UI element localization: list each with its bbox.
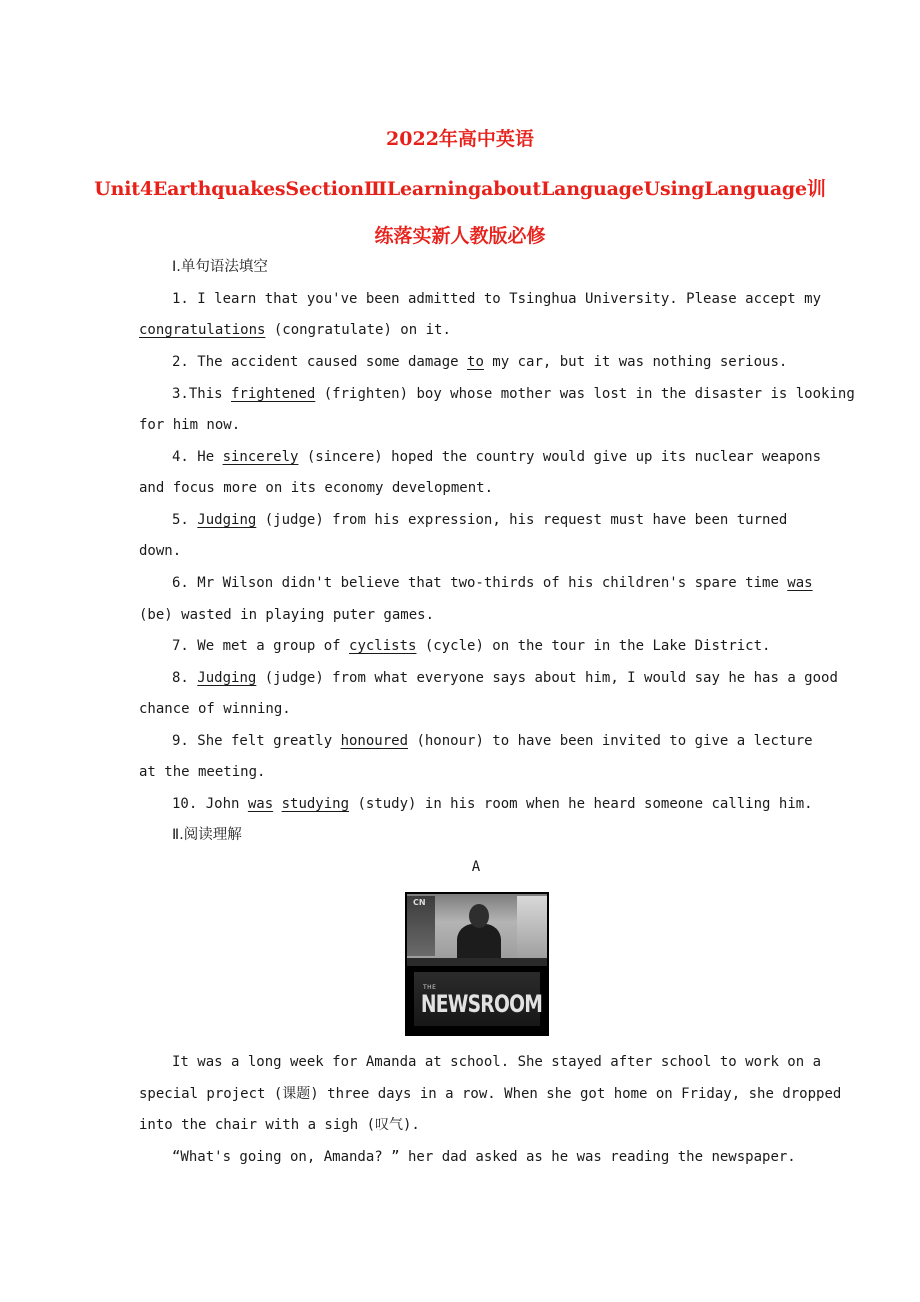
passage-paragraph-1-line-2: special project (课题) three days in a row. When she got home on Friday, she dropped [139,1086,842,1102]
question-9-line-2: at the meeting. [139,764,266,780]
section-heading-grammar: Ⅰ.单句语法填空 [172,259,268,275]
question-4-line-1: 4. He sincerely (sincere) hoped the country would give up its nuclear weapons [172,449,822,465]
answer-6: was [787,575,813,591]
question-4-line-2: and focus more on its economy development. [139,480,494,496]
answer-3: frightened [231,386,316,402]
passage-paragraph-1-line-3: into the chair with a sigh (叹气). [139,1117,420,1133]
question-1-line-1: 1. I learn that you've been admitted to Tsinghua University. Please accept my [172,291,822,307]
passage-paragraph-1-line-1: It was a long week for Amanda at school. She stayed after school to work on a [172,1054,822,1070]
section-heading-reading: Ⅱ.阅读理解 [172,827,242,843]
question-6-line-2: (be) wasted in playing puter games. [139,607,435,623]
question-9-line-1: 9. She felt greatly honoured (honour) to have been invited to give a lecture [172,733,813,749]
poster-person-head [469,904,489,928]
answer-10a: was [247,796,274,812]
question-1-line-2: congratulations (congratulate) on it. [139,322,451,338]
question-3-line-1: 3.This frightened (frighten) boy whose mother was lost in the disaster is looking [172,386,855,402]
question-8-line-2: chance of winning. [139,701,291,717]
poster-logo-newsroom: NEWSROOM [420,990,543,1018]
answer-10b: studying [281,796,350,812]
poster-screen-right [517,896,547,958]
passage-label: A [471,859,481,875]
poster-desk [407,958,547,966]
answer-1: congratulations [139,322,266,338]
document-title-line-1: 2022年高中英语 [386,128,534,150]
passage-paragraph-2-line-1: “What's going on, Amanda? ” her dad asked as he was reading the newspaper. [172,1149,796,1165]
question-5-line-2: down. [139,543,182,559]
poster-logo-the: THE [423,984,437,991]
document-title-line-3: 练落实新人教版必修 [374,225,546,247]
poster-corner-text: CN [413,898,426,907]
question-7: 7. We met a group of cyclists (cycle) on the tour in the Lake District. [172,638,771,654]
answer-7: cyclists [349,638,417,654]
question-2: 2. The accident caused some damage to my car, but it was nothing serious. [172,354,788,370]
document-title-line-2: Unit4EarthquakesSectionⅢLearningaboutLanguageUsingLanguage训 [94,178,826,200]
answer-4: sincerely [222,449,299,465]
answer-9: honoured [340,733,409,749]
newsroom-poster-image [405,892,549,1036]
question-8-line-1: 8. Judging (judge) from what everyone says about him, I would say he has a good [172,670,838,686]
question-10: 10. John was studying (study) in his room when he heard someone calling him. [172,796,813,812]
question-6-line-1: 6. Mr Wilson didn't believe that two-thirds of his children's spare time was [172,575,813,591]
answer-2: to [467,354,484,370]
answer-5: Judging [197,512,257,528]
answer-8: Judging [197,670,257,686]
question-3-line-2: for him now. [139,417,241,433]
question-5-line-1: 5. Judging (judge) from his expression, his request must have been turned [172,512,788,528]
